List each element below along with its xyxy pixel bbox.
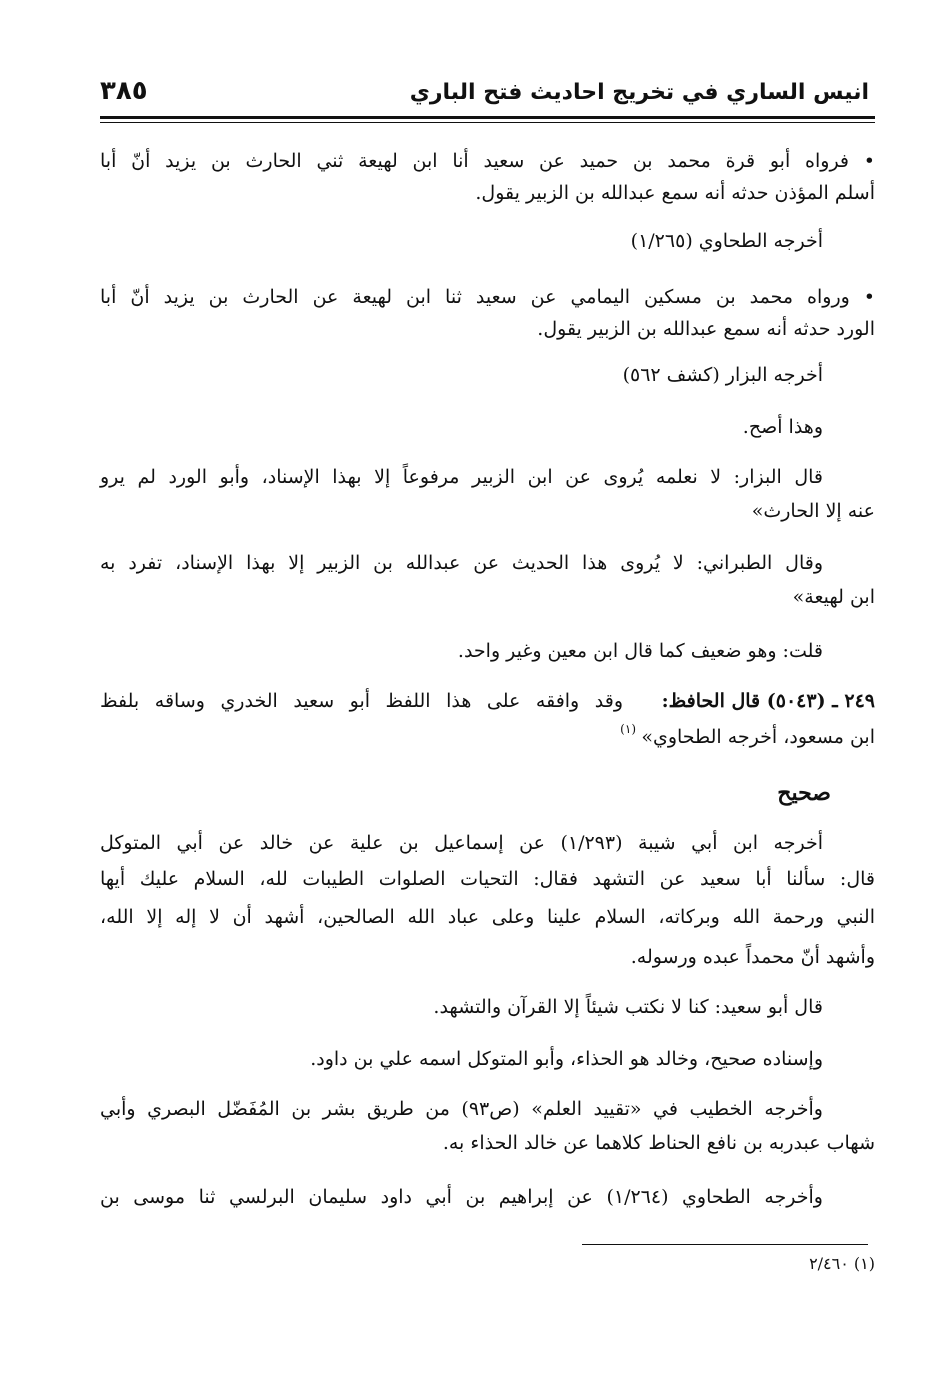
- header-rule-thick: [100, 116, 875, 119]
- text-line: وقد وافقه على هذا اللفظ أبو سعيد الخدري وساقه بلفظ: [100, 690, 623, 712]
- running-header-title: انيس الساري في تخريج احاديث فتح الباري: [409, 80, 869, 105]
- text-line: أخرجه البزار (كشف ٥٦٢): [622, 364, 823, 386]
- footnote: (١) ٢/٤٦٠: [809, 1254, 875, 1273]
- text-line: قال أبو سعيد: كنا لا نكتب شيئاً إلا القرآن والتشهد.: [433, 996, 823, 1018]
- text-line: قال: سألنا أبا سعيد عن التشهد فقال: التحيات الصلوات الطيبات لله، السلام عليك أيها: [100, 868, 875, 890]
- text-line: الورد حدثه أنه سمع عبدالله بن الزبير يقول.: [537, 318, 875, 340]
- text-line: وأخرجه الخطيب في «تقييد العلم» (ص٩٣) من طريق بشر بن المُفَضّل البصري وأبي: [100, 1098, 823, 1120]
- text-line: ابن لهيعة»: [792, 586, 875, 608]
- text-line: وأشهد أنّ محمداً عبده ورسوله.: [630, 946, 875, 968]
- page-number: ٣٨٥: [100, 76, 148, 106]
- text-line: أخرجه ابن أبي شيبة (١/٢٩٣) عن إسماعيل بن علية عن خالد عن أبي المتوكل: [100, 832, 823, 854]
- text-line: ابن مسعود، أخرجه الطحاوي»: [641, 726, 875, 748]
- text-line: عنه إلا الحارث»: [751, 500, 875, 522]
- text-line: قلت: وهو ضعيف كما قال ابن معين وغير واحد.: [457, 640, 823, 662]
- text-line: أسلم المؤذن حدثه أنه سمع عبدالله بن الزبير يقول.: [475, 182, 875, 204]
- footnote-marker: (١): [620, 722, 636, 736]
- grading-heading: صحيح: [777, 780, 831, 806]
- header-rule-thin: [100, 122, 875, 123]
- text-line: وقال الطبراني: لا يُروى هذا الحديث عن عبدالله بن الزبير إلا بهذا الإسناد، تفرد به: [100, 552, 823, 574]
- text-line: أخرجه الطحاوي (١/٢٦٥): [630, 230, 823, 252]
- text-line: • فرواه أبو قرة محمد بن حميد عن سعيد أنا ابن لهيعة ثني الحارث بن يزيد أنّ أبا: [100, 150, 875, 172]
- text-line: شهاب عبدربه بن نافع الحناط كلاهما عن خالد الحذاء به.: [442, 1132, 875, 1154]
- text-line: وأخرجه الطحاوي (١/٢٦٤) عن إبراهيم بن أبي داود سليمان البرلسي ثنا موسى بن: [100, 1186, 823, 1208]
- hadith-number: ٢٤٩ ـ (٥٠٤٣) قال الحافظ:: [661, 690, 875, 712]
- text-line: النبي ورحمة الله وبركاته، السلام علينا وعلى عباد الله الصالحين، أشهد أن لا إله إلا الله،: [100, 906, 875, 928]
- text-line: وإسناده صحيح، وخالد هو الحذاء، وأبو المتوكل اسمه علي بن داود.: [310, 1048, 823, 1070]
- text-line: • ورواه محمد بن مسكين اليمامي عن سعيد ثنا ابن لهيعة عن الحارث بن يزيد أنّ أبا: [100, 286, 875, 308]
- footnote-rule: [582, 1244, 868, 1245]
- text-line: قال البزار: لا نعلمه يُروى عن ابن الزبير مرفوعاً إلا بهذا الإسناد، وأبو الورد لم يرو: [100, 466, 823, 488]
- text-line: وهذا أصح.: [742, 416, 823, 438]
